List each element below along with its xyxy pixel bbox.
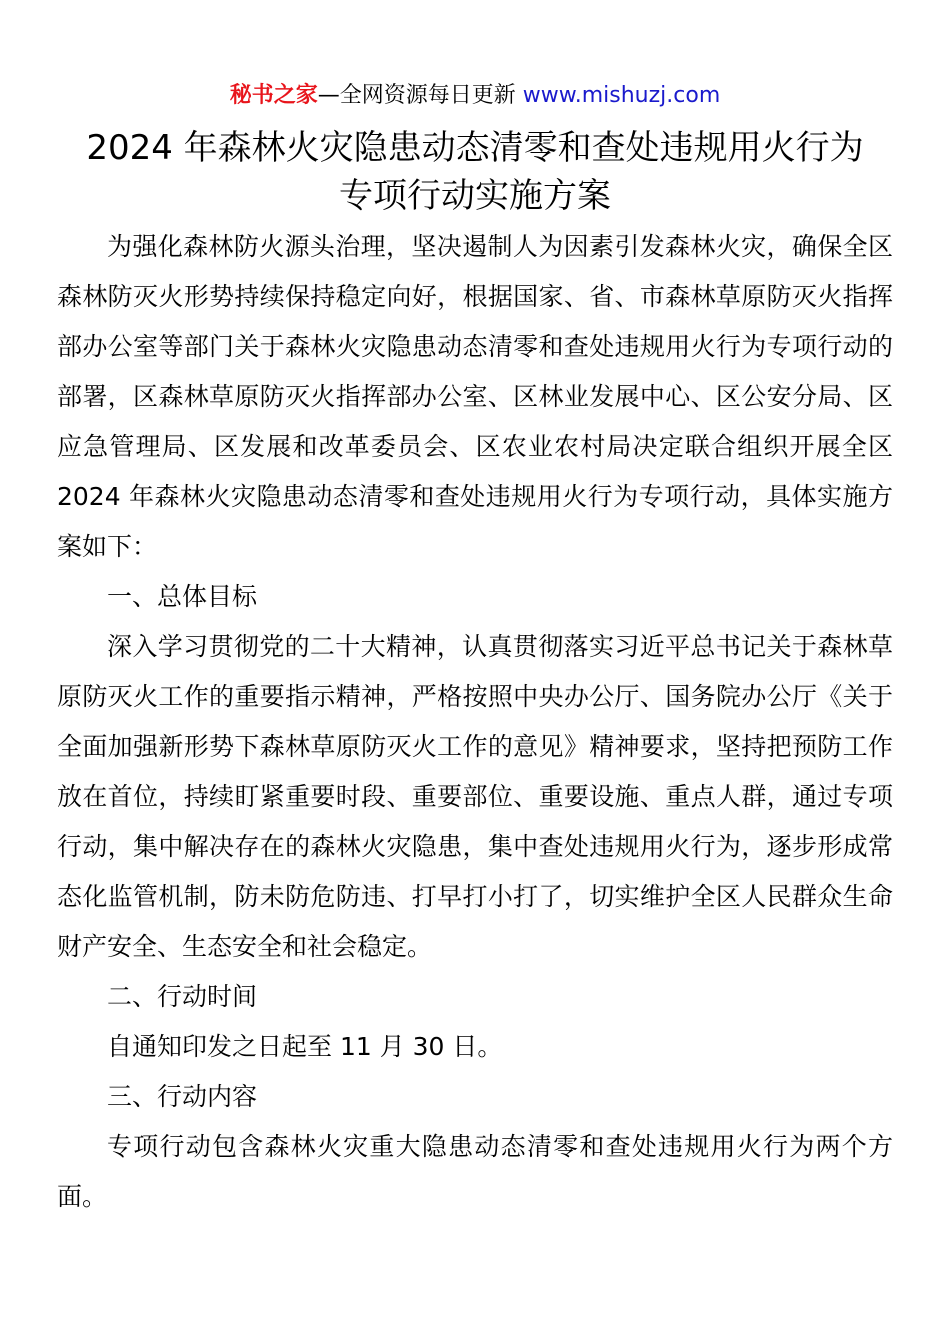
- site-url-link[interactable]: www.mishuzj.com: [522, 83, 721, 108]
- section-2-heading: 二、行动时间: [107, 982, 258, 1011]
- title-line-2: 专项行动实施方案: [339, 176, 611, 216]
- site-header: [0, 80, 950, 112]
- document-title: [40, 124, 910, 220]
- section-2-paragraph: 自通知印发之日起至 11 月 30 日。: [107, 1032, 503, 1061]
- document-body: [57, 222, 893, 1222]
- section-3-paragraph: 专项行动包含森林火灾重大隐患动态清零和查处违规用火行为两个方面。: [57, 1132, 893, 1211]
- site-tagline: —全网资源每日更新: [317, 83, 523, 108]
- intro-paragraph: 为强化森林防火源头治理，坚决遏制人为因素引发森林火灾，确保全区森林防灭火形势持续保持稳定向好，根据国家、省、市森林草原防灭火指挥部办公室等部门关于森林火灾隐患动态清零和查处违规用火行为专项行动的部署，区森林草原防灭火指挥部办公室、区林业发展中心、区公安分局、区应急管理局、区发展和改革委员会、区农业农村局决定联合组织开展全区 2024 年森林火灾隐患动态清零和查处违规用火行为专项行动，具体实施方案如下：: [57, 232, 893, 561]
- section-1-paragraph: 深入学习贯彻党的二十大精神，认真贯彻落实习近平总书记关于森林草原防灭火工作的重要指示精神，严格按照中央办公厅、国务院办公厅《关于全面加强新形势下森林草原防灭火工作的意见》精神要求，坚持把预防工作放在首位，持续盯紧重要时段、重要部位、重要设施、重点人群，通过专项行动，集中解决存在的森林火灾隐患，集中查处违规用火行为，逐步形成常态化监管机制，防未防危防违、打早打小打了，切实维护全区人民群众生命财产安全、生态安全和社会稳定。: [57, 632, 893, 961]
- title-line-1: 2024 年森林火灾隐患动态清零和查处违规用火行为: [86, 128, 864, 168]
- section-1-heading: 一、总体目标: [107, 582, 258, 611]
- brand-name: 秘书之家: [229, 83, 318, 108]
- section-3-heading: 三、行动内容: [107, 1082, 258, 1111]
